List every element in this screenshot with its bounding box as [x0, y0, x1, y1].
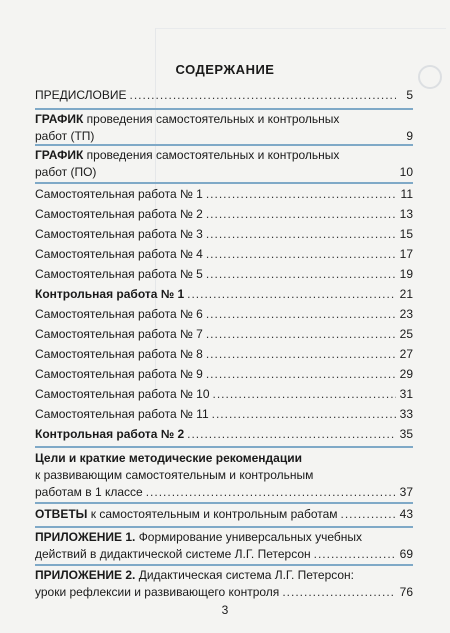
section-divider	[35, 144, 413, 146]
toc-entry-sr3[interactable]	[35, 226, 413, 243]
entry-page: 9	[406, 129, 413, 143]
entry-label: Самостоятельная работа № 10	[35, 387, 210, 401]
section-divider	[35, 446, 413, 448]
toc-entry-graph-po[interactable]	[35, 147, 413, 179]
section-divider	[35, 526, 413, 528]
toc-entry-sr4[interactable]	[35, 246, 413, 263]
dot-leader	[341, 506, 396, 523]
entry-bold: ПРИЛОЖЕНИЕ 1.	[35, 530, 136, 544]
entry-text: Дидактическая система Л.Г. Петерсон:	[138, 568, 355, 582]
entry-bold: ГРАФИК	[35, 112, 84, 126]
entry-page: 29	[399, 367, 413, 381]
entry-page: 69	[399, 547, 413, 561]
dot-leader	[130, 87, 397, 104]
toc-entry-kr1[interactable]	[35, 286, 413, 303]
toc-entry-sr11[interactable]	[35, 406, 413, 423]
dot-leader	[206, 326, 396, 343]
entry-page: 35	[399, 427, 413, 441]
entry-label: Самостоятельная работа № 11	[35, 407, 209, 421]
dot-leader	[146, 484, 396, 501]
toc-entry-sr9[interactable]	[35, 366, 413, 383]
toc-entry-sr2[interactable]	[35, 206, 413, 223]
entry-page: 43	[399, 507, 413, 521]
dot-leader	[206, 226, 396, 243]
dot-leader	[206, 266, 396, 283]
toc-entry-goals[interactable]	[35, 450, 413, 499]
entry-text: к самостоятельным и контрольным работам	[90, 507, 338, 521]
dot-leader	[282, 584, 396, 601]
dot-leader	[206, 346, 396, 363]
entry-page: 21	[399, 287, 413, 301]
dot-leader	[187, 286, 396, 303]
entry-label: Контрольная работа № 2	[35, 427, 185, 441]
entry-label: Самостоятельная работа № 8	[35, 347, 203, 361]
entry-page: 76	[399, 585, 413, 599]
toc-entry-sr8[interactable]	[35, 346, 413, 363]
entry-label: Самостоятельная работа № 7	[35, 327, 203, 341]
dot-leader	[206, 366, 396, 383]
page-title: СОДЕРЖАНИЕ	[175, 62, 275, 77]
entry-label: Контрольная работа № 1	[35, 287, 185, 301]
entry-text: работ (ТП)	[35, 129, 95, 143]
entry-text: уроки рефлексии и развивающего контроля	[35, 585, 280, 599]
toc-entry-appendix-2[interactable]	[35, 567, 413, 599]
entry-text: работам в 1 классе	[35, 485, 143, 499]
entry-label: Самостоятельная работа № 5	[35, 267, 203, 281]
dot-leader	[206, 186, 396, 203]
entry-text: к развивающим самостоятельным и контрольным	[35, 468, 314, 482]
entry-label: Самостоятельная работа № 2	[35, 207, 203, 221]
entry-label: ПРЕДИСЛОВИЕ	[35, 88, 127, 102]
toc-entry-preface[interactable]	[35, 87, 413, 104]
entry-text: проведения самостоятельных и контрольных	[86, 148, 340, 162]
page-number: 3	[221, 603, 229, 617]
entry-bold: Цели и краткие методические рекомендации	[35, 451, 302, 465]
entry-page: 11	[400, 187, 413, 201]
entry-page: 37	[399, 485, 413, 499]
toc-entry-sr5[interactable]	[35, 266, 413, 283]
toc-entry-appendix-1[interactable]	[35, 529, 413, 561]
entry-bold: ОТВЕТЫ	[35, 507, 88, 521]
section-divider	[35, 564, 413, 566]
entry-page: 13	[399, 207, 413, 221]
dot-leader	[206, 306, 396, 323]
entry-page: 17	[399, 247, 413, 261]
entry-text: Формирование универсальных учебных	[138, 530, 363, 544]
toc-entry-answers[interactable]	[35, 506, 413, 523]
entry-text: проведения самостоятельных и контрольных	[86, 112, 340, 126]
entry-page: 25	[399, 327, 413, 341]
dot-leader	[206, 246, 396, 263]
toc-entry-sr6[interactable]	[35, 306, 413, 323]
entry-label: Самостоятельная работа № 3	[35, 227, 203, 241]
entry-page: 10	[399, 165, 413, 179]
entry-label: Самостоятельная работа № 4	[35, 247, 203, 261]
entry-text: работ (ПО)	[35, 165, 97, 179]
toc-entry-sr1[interactable]	[35, 186, 413, 203]
entry-bold: ГРАФИК	[35, 148, 84, 162]
section-divider	[35, 502, 413, 504]
toc-entry-kr2[interactable]	[35, 426, 413, 443]
entry-label: Самостоятельная работа № 1	[35, 187, 203, 201]
entry-page: 15	[399, 227, 413, 241]
dot-leader	[212, 406, 396, 423]
entry-page: 33	[399, 407, 413, 421]
entry-page: 27	[399, 347, 413, 361]
section-divider	[35, 108, 413, 110]
dot-leader	[314, 546, 396, 563]
entry-page: 5	[406, 88, 413, 102]
entry-bold: ПРИЛОЖЕНИЕ 2.	[35, 568, 136, 582]
entry-label: Самостоятельная работа № 9	[35, 367, 203, 381]
toc-entry-sr7[interactable]	[35, 326, 413, 343]
toc-entry-graph-tp[interactable]	[35, 111, 413, 143]
dot-leader	[206, 206, 396, 223]
toc-entry-sr10[interactable]	[35, 386, 413, 403]
entry-page: 23	[399, 307, 413, 321]
entry-page: 19	[399, 267, 413, 281]
section-divider	[35, 182, 413, 184]
entry-page: 31	[399, 387, 413, 401]
entry-label: Самостоятельная работа № 6	[35, 307, 203, 321]
dot-leader	[187, 426, 396, 443]
dot-leader	[213, 386, 396, 403]
entry-text: действий в дидактической системе Л.Г. Петерсон	[35, 547, 311, 561]
